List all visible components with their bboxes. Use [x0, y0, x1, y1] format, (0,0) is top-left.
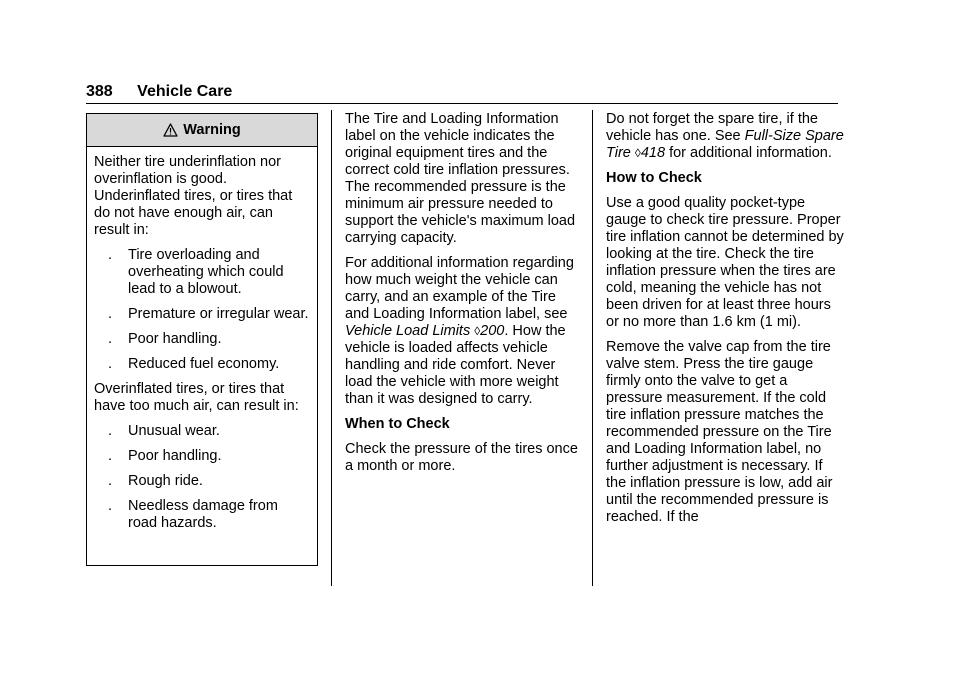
paragraph: Do not forget the spare tire, if the vehicle has one. See Full-Size Spare Tire ◊418 for additional information. — [606, 111, 844, 161]
list-item: . Poor handling. — [108, 448, 222, 464]
warning-header — [87, 114, 317, 147]
paragraph: Remove the valve cap from the tire valve stem. Press the tire gauge firmly onto the valve to get a pressure measurement. If the cold tire inflation pressure matches the recommended pressure on the Tire and Loading Information label, no further adjustment is necessary. If the inflation pressure is low, add air until the recommended pressure is reached. If the — [606, 339, 833, 525]
cross-reference-page[interactable]: 418 — [640, 145, 666, 161]
column-divider — [331, 110, 332, 586]
section-heading: How to Check — [606, 170, 702, 186]
text-column-middle — [345, 111, 581, 483]
column-divider — [592, 110, 593, 586]
section-title: Vehicle Care — [137, 83, 233, 100]
paragraph: Check the pressure of the tires once a month or more. — [345, 441, 578, 474]
warning-body — [87, 147, 317, 532]
cross-reference-link[interactable]: Full-Size Spare Tire — [606, 128, 844, 161]
paragraph: The Tire and Loading Information label on the vehicle indicates the original equipment tires and the correct cold tire inflation pressures. The recommended pressure is the minimum air pressure needed to support the vehicle's maximum load carrying capacity. — [345, 111, 576, 246]
cross-reference-link[interactable]: Vehicle Load Limits — [345, 323, 471, 339]
list-item: . Reduced fuel economy. — [108, 356, 280, 372]
cross-reference-icon: ◊ — [474, 324, 481, 338]
warning-triangle-icon — [163, 123, 178, 137]
section-heading: When to Check — [345, 416, 450, 432]
cross-reference-icon: ◊ — [634, 146, 641, 160]
list-item: . Tire overloading and overheating which could lead to a blowout. — [108, 247, 284, 297]
paragraph: Use a good quality pocket-type gauge to check tire pressure. Proper tire inflation cannot be determined by looking at the tire. Check the tire inflation pressure when the tires are cold, meaning the vehicle has not been driven for at least three hours or no more than 1.6 km (1 mi). — [606, 195, 844, 330]
bullet-list — [94, 423, 310, 532]
warning-intro: Overinflated tires, or tires that have too much air, can result in: — [94, 381, 299, 414]
page-number: 388 — [86, 83, 113, 100]
bullet-list — [94, 247, 310, 373]
warning-box — [86, 113, 318, 566]
list-item: . Premature or irregular wear. — [108, 306, 309, 322]
header-rule — [86, 103, 838, 104]
warning-intro: Neither tire underinflation nor overinflation is good. Underinflated tires, or tires that do not have enough air, can result in: — [94, 154, 293, 238]
list-item: . Poor handling. — [108, 331, 222, 347]
list-item: . Needless damage from road hazards. — [108, 498, 278, 531]
list-item: . Unusual wear. — [108, 423, 220, 439]
page-header — [86, 83, 232, 101]
text-column-right — [606, 111, 844, 534]
warning-title: Warning — [183, 122, 241, 138]
paragraph: For additional information regarding how much weight the vehicle can carry, and an example of the Tire and Loading Information label, see Vehicle Load Limits ◊200. How the vehicle is loaded affects vehicle handling and ride comfort. Never load the vehicle with more weight than it was designed to carry. — [345, 255, 574, 407]
cross-reference-page[interactable]: 200 — [480, 323, 505, 339]
list-item: . Rough ride. — [108, 473, 203, 489]
